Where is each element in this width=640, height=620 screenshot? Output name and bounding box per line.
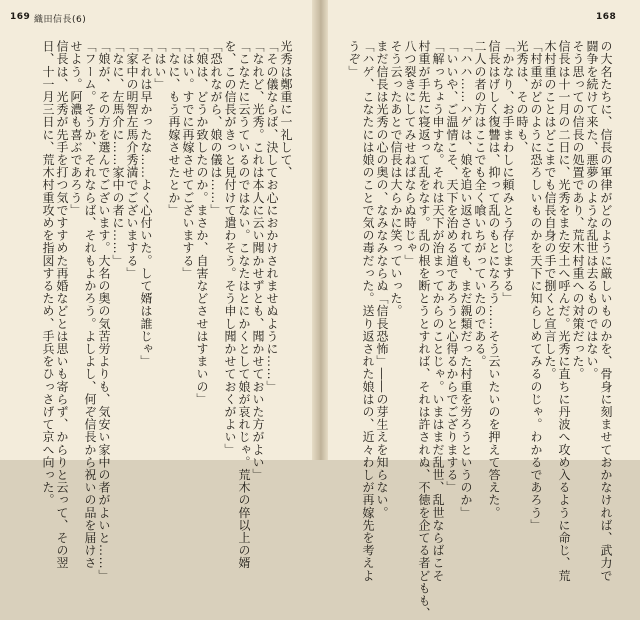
right-text-column: 信長は十一月の二日に、光秀をまた安土へ呼んだ。光秀に直ちに丹波へ攻め入るように命じ、荒 [557, 40, 571, 582]
left-page-running-title: 織田信長(6) [34, 15, 87, 25]
left-text-column: 「フーム。そうか、それならば、それもよかろう。よしよし、何ぞ信長から祝いの品を届けさ [83, 40, 97, 570]
right-text-column: 「ハゲ、こなたには娘のことで気の毒だった。送り返された娘はの、近々わしが再嫁先を考えよ [361, 40, 375, 582]
left-text-column: 「娘は、どうか致したのか。まさか、自害などさせはすまいの」 [195, 40, 209, 406]
left-text-column: を、この信長がきっと見付けて遣わそう。そう申し聞かせておくがよい」 [223, 40, 237, 456]
right-text-column: 八つ裂きにしてみせねばならぬ時じゃ」 [403, 40, 417, 267]
right-text-column: 村重が手先に寝返って乱をなす。乱の根を断とうとすれば、それは許されぬ、不徳を企てる者どもも、 [417, 40, 431, 620]
left-text-column: 信長は、光秀が先手を打つ気ですすめた再婚などとは思いも寄らず、からりと云って、その翌 [55, 40, 69, 570]
right-text-column: そう思っての信長の処置であり、荒木村重への対策だった。 [571, 40, 585, 381]
left-text-column: 「家中の明智左馬介秀満でございまする」 [125, 40, 139, 280]
right-text-column: 二人の者の方はここでも全く喰いちがっていたのである。 [473, 40, 487, 368]
right-text-column: 「ハハ……ハゲは、娘を追い返されても、まだ親類だった村重を労ろうというのか」 [459, 40, 473, 519]
left-text-column: 「なれど、光秀。これは本人に云い聞かせずとも、聞かせておいた方がよい」 [251, 40, 265, 481]
left-text-column: 「娘が、その方を選んでございます。大名の奥の気苦労よりも、気安い家中の者がよいと……」 [97, 40, 111, 582]
left-text-column: 光秀は鄭重に一礼して、 [279, 40, 293, 179]
right-text-column: そう云ったあとで信長は大らかに笑っていった。 [389, 40, 403, 318]
left-text-column: 「はい。すでに再嫁させてございまする」 [181, 40, 195, 280]
left-text-column: せよう。阿濃も喜ぶであろう」 [69, 40, 83, 217]
left-text-column: 「その儀ならば、決してお心におかけされませぬように……」 [265, 40, 279, 393]
left-text-column: 「なに、もう再嫁させたとか」 [167, 40, 181, 217]
right-text-column: 「いいや、ご温情こそ、天下を治める道であろうと心得るからでござりまする」 [445, 40, 459, 494]
right-text-column: 闘争を続けて来た、悪夢のような乱世は去るものではない。 [585, 40, 599, 381]
left-text-column: 「恐れながら、娘の儀は……」 [209, 40, 223, 217]
left-text-column: 「なに、左馬介に……家中の者に……」 [111, 40, 125, 267]
right-text-column: 「村重がどのように恐ろしいものかを天下に知らしめてみるのじゃ。わかるであろう」 [529, 40, 543, 532]
right-text-column: 「かなり、お手まわしに頼みとう存じまする」 [501, 40, 515, 305]
right-text-column: うぞ」 [347, 40, 361, 78]
right-text-column: まだ信長は光秀の心の奥の、なみなみならぬ「信長恐怖」――の芽生えを知らない。 [375, 40, 389, 519]
left-text-column: 「はい」 [153, 40, 167, 91]
right-text-column: 光秀は、その時も、 [515, 40, 529, 154]
right-text-column: 木村重のことはどこまでも信長自身の手で捌くと宣言した。 [543, 40, 557, 381]
left-page-number: 169 [10, 12, 31, 22]
book-gutter [312, 0, 328, 460]
right-page-number: 168 [596, 12, 617, 22]
left-text-column: 「こなたに云うているのではない。こなたはとにかくとして娘が哀れじゃ。荒木の倅以上の婿 [237, 40, 251, 570]
left-text-column: 「それは早かったな……よく心付いた。して婿は誰じゃ」 [139, 40, 153, 368]
right-text-column: 信長はげしく復讐は、抑って乱のもとになろう……そう云いたいのを押えて答えた。 [487, 40, 501, 519]
right-text-column: 「解っちょう申すな。それは天下が治まってからのことじゃ。いまはまだ乱世、乱世ならばこそ [431, 40, 445, 582]
right-text-column: の大名たちに、信長の軍律がどのように厳しいものかを、骨身に刻ませておかなければ、武力で [599, 40, 613, 582]
left-text-column: 日、十一月三日に、荒木村重攻めを指図するため、手兵をひっさげて京へ向った。 [41, 40, 55, 507]
